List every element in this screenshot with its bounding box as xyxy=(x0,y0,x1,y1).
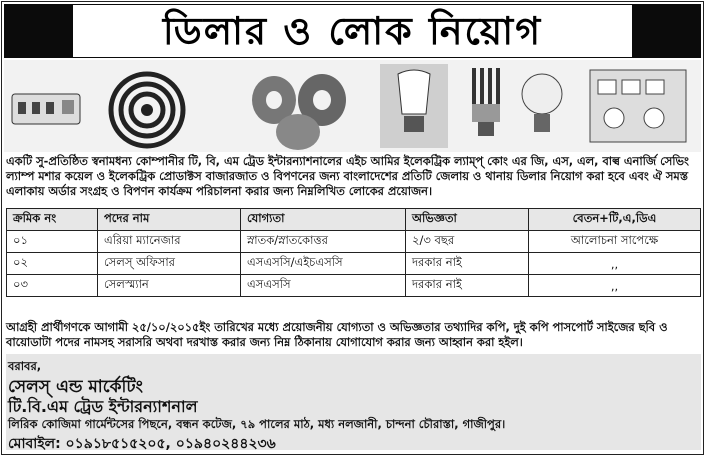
address-location: লিরিক কোজিমা গার্মেন্টসের পিছনে, বন্ধন কটেজ, ৭৯ পালের মাঠ, মধ্য নলজানী, চান্দনা চৌরাস্তা, গাজীপুর। xyxy=(8,417,506,431)
cell-experience: দরকার নাই xyxy=(406,275,529,297)
cfl-bulb-icon xyxy=(460,60,512,152)
cell-post: এরিয়া ম্যানেজার xyxy=(98,231,241,253)
table-header-row xyxy=(7,209,701,231)
cell-post: সেলস্ অফিসার xyxy=(98,253,241,275)
intro-text: একটি সু-প্রতিষ্ঠিত স্বনামধন্য কোম্পানীর টি, বি, এম ট্রেড ইন্টারন্যাশনালের এইচ আমির ইলেকট্রিক ল্যাম্প্ কোং এর জি, এস, এল, বাল্ব এনার্জি সেভিং ল্যাম্প মশার কয়েল ও ইলেকট্রিক প্রোডাক্টস বাজারজাত ও বিপণনের জন্য বাংলাদেশের প্রতিটি জেলায় ও থানায় ডিলার নিয়োগ করা হবে এবং ঐ সমস্ত এলাকায় অর্ডার সংগ্রহ ও বিপণন কার্যক্রম পরিচালনা করার জন্য নিম্নলিখিত লোকের প্রয়োজন। xyxy=(6,154,689,198)
power-strip-icon xyxy=(8,60,86,152)
application-note: আগ্রহী প্রার্থীগণকে আগামী ২৫/১০/২০১৫ইং তারিখের মধ্যে প্রয়োজনীয় যোগ্যতা ও অভিজ্ঞতার তথ্যাদির কপি, দুই কপি পাসপোর্ট সাইজের ছবি ও বায়োডাটা পদের নামসহ সরাসরি অথবা দরখাস্ত করার জন্য নিম্ন ঠিকানায় যোগাযোগ করার জন্য আহ্বান করা হইল। xyxy=(6,320,668,349)
cable-coils-icon xyxy=(244,60,354,152)
mosquito-coil-icon xyxy=(104,60,190,152)
contact-box xyxy=(6,354,701,450)
col-experience: অভিজ্ঞতা xyxy=(406,209,529,231)
cell-qualification: স্নাতক/স্নাতকোত্তর xyxy=(241,231,406,253)
job-table xyxy=(6,208,701,297)
address-mobile: মোবাইল: ০১৯১৮৫১৫২০৫, ০১৯৪০২৪৪২৩৬ xyxy=(8,436,276,452)
cell-qualification: এসএসসি/এইচএসসি xyxy=(241,253,406,275)
cell-salary: ,, xyxy=(529,275,701,297)
col-serial: ক্রমিক নং xyxy=(7,209,98,231)
cell-serial: ০২ xyxy=(7,253,98,275)
product-photos xyxy=(4,60,701,152)
cell-serial: ০১ xyxy=(7,231,98,253)
cell-qualification: এসএসসি xyxy=(241,275,406,297)
table-row xyxy=(7,231,701,253)
cell-post: সেলস্ম্যান xyxy=(98,275,241,297)
cell-serial: ০৩ xyxy=(7,275,98,297)
incandescent-bulb-icon xyxy=(518,60,566,152)
job-ad xyxy=(1,1,704,455)
cell-salary: ,, xyxy=(529,253,701,275)
address-company: টি.বি.এম ট্রেড ইন্টারন্যাশনাল xyxy=(8,397,198,416)
cell-experience: ২/৩ বছর xyxy=(406,231,529,253)
cell-salary: আলোচনা সাপেক্ষে xyxy=(529,231,701,253)
switch-socket-icon xyxy=(584,60,694,152)
address-dept: সেলস্ এন্ড মার্কেটিং xyxy=(8,377,143,397)
ad-banner xyxy=(4,4,701,58)
table-row xyxy=(7,275,701,297)
table-row xyxy=(7,253,701,275)
col-salary: বেতন+টি,এ,ডিএ xyxy=(529,209,701,231)
address-to: বরাবর, xyxy=(8,359,42,373)
energy-saving-bulb-icon xyxy=(376,60,452,152)
col-post: পদের নাম xyxy=(98,209,241,231)
col-qualification: যোগ্যতা xyxy=(241,209,406,231)
cell-experience: দরকার নাই xyxy=(406,253,529,275)
ad-title: ডিলার ও লোক নিয়োগ xyxy=(73,5,632,57)
